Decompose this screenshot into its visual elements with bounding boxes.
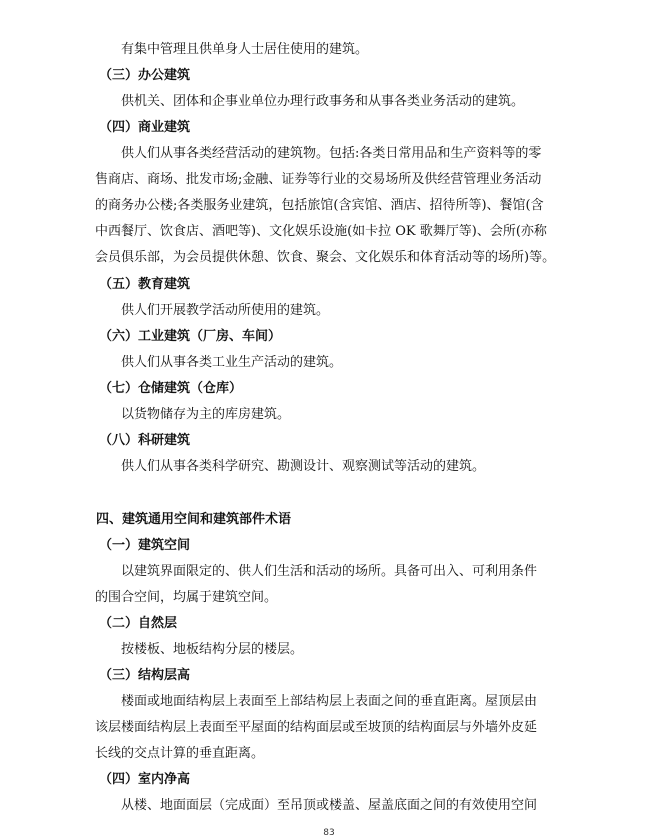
subheading: （四）商业建筑 [99,120,191,135]
subheading: （一）建筑空间 [99,538,191,553]
paragraph-line: 以货物储存为主的库房建筑。 [121,407,291,422]
paragraph-line: 供人们从事各类经营活动的建筑物。包括:各类日常用品和生产资料等的零 [121,146,542,161]
subheading: （六）工业建筑（厂房、车间） [99,329,282,344]
paragraph-line: 售商店、商场、批发市场;金融、证券等行业的交易场所及供经营管理业务活动 [95,172,542,187]
paragraph-line: 供人们从事各类工业生产活动的建筑。 [121,355,343,370]
paragraph-line: 的商务办公楼;各类服务业建筑，包括旅馆(含宾馆、酒店、招待所等)、餐馆(含 [95,198,544,213]
page-number: 83 [323,828,335,838]
paragraph-line: 楼面或地面结构层上表面至上部结构层上表面之间的垂直距离。屋顶层由 [121,694,538,709]
paragraph-line: 以建筑界面限定的、供人们生活和活动的场所。具备可出入、可利用条件 [121,564,538,579]
paragraph-line: 有集中管理且供单身人士居住使用的建筑。 [121,42,369,57]
paragraph-line: 供人们开展教学活动所使用的建筑。 [121,303,330,318]
section-heading: 四、建筑通用空间和建筑部件术语 [96,512,292,527]
subheading: （四）室内净高 [99,772,191,787]
paragraph-line: 供机关、团体和企事业单位办理行政事务和从事各类业务活动的建筑。 [121,94,525,109]
subheading: （二）自然层 [99,616,178,631]
subheading: （三）结构层高 [99,668,191,683]
paragraph-line: 会员俱乐部，为会员提供休憩、饮食、聚会、文化娱乐和体育活动等的场所)等。 [95,250,556,265]
subheading: （三）办公建筑 [99,68,191,83]
paragraph-line: 供人们从事各类科学研究、勘测设计、观察测试等活动的建筑。 [121,459,486,474]
paragraph-line: 长线的交点计算的垂直距离。 [95,746,265,761]
paragraph-line: 从楼、地面面层（完成面）至吊顶或楼盖、屋盖底面之间的有效使用空间 [121,798,538,813]
paragraph-line: 中西餐厅、饮食店、酒吧等)、文化娱乐设施(如卡拉 OK 歌舞厅等)、会所(亦称 [95,224,547,239]
paragraph-line: 按楼板、地板结构分层的楼层。 [121,642,304,657]
paragraph-line: 该层楼面结构层上表面至平屋面的结构面层或至坡顶的结构面层与外墙外皮延 [95,720,538,735]
paragraph-line: 的围合空间，均属于建筑空间。 [95,590,278,605]
subheading: （八）科研建筑 [99,433,191,448]
subheading: （五）教育建筑 [99,277,191,292]
subheading: （七）仓储建筑（仓库） [99,381,243,396]
